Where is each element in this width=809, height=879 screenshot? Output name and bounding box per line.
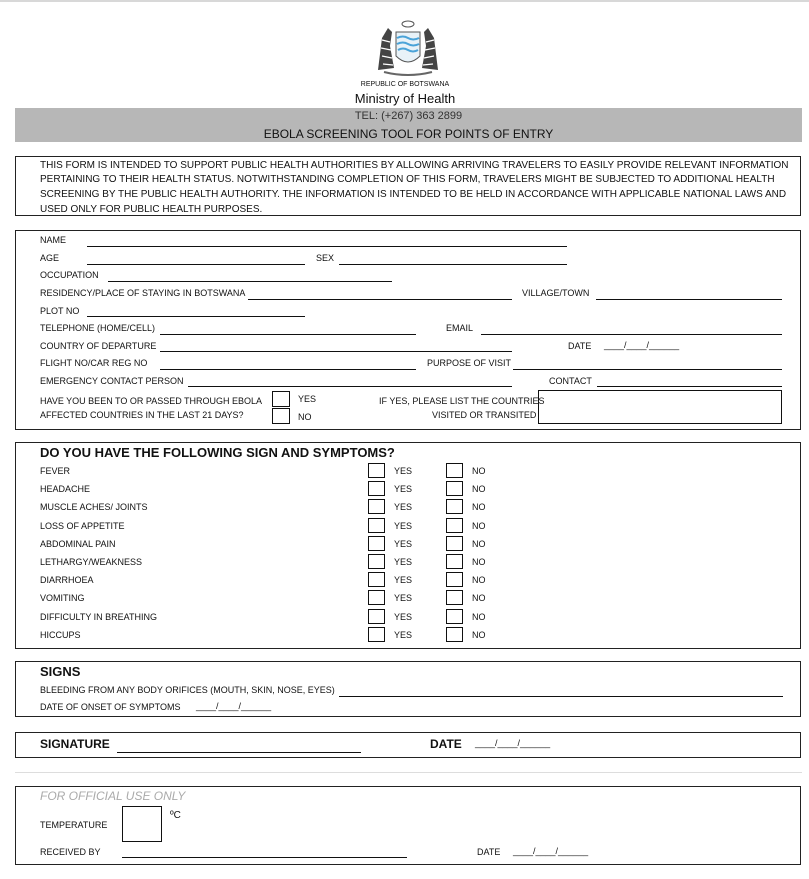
signature-box xyxy=(15,732,801,758)
symptom-label: HICCUPS xyxy=(40,630,81,640)
symptom-yes-label: YES xyxy=(394,539,413,549)
symptom-no-checkbox[interactable] xyxy=(446,536,463,551)
symptom-yes-checkbox[interactable] xyxy=(368,463,385,478)
contact-field[interactable] xyxy=(597,386,782,387)
official-use-heading: FOR OFFICIAL USE ONLY xyxy=(40,789,186,803)
symptom-no-label: NO xyxy=(472,630,486,640)
sex-field[interactable] xyxy=(339,264,567,265)
onset-label: DATE OF ONSET OF SYMPTOMS xyxy=(40,702,181,712)
symptom-yes-checkbox[interactable] xyxy=(368,554,385,569)
telephone-number: TEL: (+267) 363 2899 xyxy=(354,110,463,122)
purpose-field[interactable] xyxy=(513,369,782,370)
country-field[interactable] xyxy=(160,351,512,352)
signature-field[interactable] xyxy=(117,752,361,753)
symptom-label: HEADACHE xyxy=(40,484,91,494)
emergency-field[interactable] xyxy=(188,386,512,387)
symptom-yes-checkbox[interactable] xyxy=(368,627,385,642)
ebola-yes-label: YES xyxy=(298,394,317,404)
signature-date-label: DATE xyxy=(430,737,462,751)
symptom-yes-label: YES xyxy=(394,630,413,640)
age-label: AGE xyxy=(40,253,60,263)
onset-date-field[interactable]: ____/____/______ xyxy=(196,701,272,711)
symptom-no-label: NO xyxy=(472,502,486,512)
flight-label: FLIGHT NO/CAR REG NO xyxy=(40,358,148,368)
symptom-label: LETHARGY/WEAKNESS xyxy=(40,557,143,567)
crest-caption: REPUBLIC OF BOTSWANA xyxy=(360,81,450,88)
purpose-label: PURPOSE OF VISIT xyxy=(427,358,512,368)
ebola-no-checkbox[interactable] xyxy=(272,408,290,424)
symptom-no-checkbox[interactable] xyxy=(446,572,463,587)
occupation-label: OCCUPATION xyxy=(40,270,99,280)
residency-field[interactable] xyxy=(248,299,512,300)
divider xyxy=(15,772,802,773)
date-label: DATE xyxy=(568,341,592,351)
symptom-no-checkbox[interactable] xyxy=(446,627,463,642)
symptom-yes-checkbox[interactable] xyxy=(368,518,385,533)
symptom-no-checkbox[interactable] xyxy=(446,590,463,605)
symptom-no-label: NO xyxy=(472,593,486,603)
ebola-no-label: NO xyxy=(298,412,312,422)
form-title: EBOLA SCREENING TOOL FOR POINTS OF ENTRY xyxy=(263,127,554,141)
received-by-field[interactable] xyxy=(122,857,407,858)
symptom-no-label: NO xyxy=(472,557,486,567)
symptom-no-checkbox[interactable] xyxy=(446,518,463,533)
symptom-no-label: NO xyxy=(472,575,486,585)
symptom-no-label: NO xyxy=(472,539,486,549)
symptom-yes-label: YES xyxy=(394,612,413,622)
symptom-yes-label: YES xyxy=(394,521,413,531)
countries-question-line-2: VISITED OR TRANSITED xyxy=(432,410,537,420)
ebola-question-line-1: HAVE YOU BEEN TO OR PASSED THROUGH EBOLA xyxy=(40,396,263,406)
symptom-no-checkbox[interactable] xyxy=(446,463,463,478)
plot-label: PLOT NO xyxy=(40,306,80,316)
plot-field[interactable] xyxy=(87,316,305,317)
village-field[interactable] xyxy=(596,299,782,300)
emergency-label: EMERGENCY CONTACT PERSON xyxy=(40,376,184,386)
countries-question-line-1: IF YES, PLEASE LIST THE COUNTRIES xyxy=(379,396,545,406)
temperature-label: TEMPERATURE xyxy=(40,820,108,830)
symptom-yes-checkbox[interactable] xyxy=(368,499,385,514)
signs-heading: SIGNS xyxy=(40,664,81,679)
email-field[interactable] xyxy=(481,334,782,335)
intro-line-2: PERTAINING TO THEIR HEALTH STATUS. NOTWITHSTANDING COMPLETION OF THIS FORM, TRAVELERS MIGHT BE SUBJECTED TO ADDITIONAL HEALTH xyxy=(40,174,775,185)
coat-of-arms-icon xyxy=(370,18,446,80)
intro-line-3: SCREENING BY THE PUBLIC HEALTH AUTHORITY. THE INFORMATION IS INTENDED TO BE HELD IN ACCORDANCE WITH APPLICABLE NATIONAL LAWS AND xyxy=(40,189,787,200)
symptom-label: VOMITING xyxy=(40,593,85,603)
symptom-no-checkbox[interactable] xyxy=(446,609,463,624)
bleeding-label: BLEEDING FROM ANY BODY ORIFICES (MOUTH, SKIN, NOSE, EYES) xyxy=(40,685,335,695)
symptom-label: FEVER xyxy=(40,466,71,476)
telephone-label: TELEPHONE (HOME/CELL) xyxy=(40,323,156,333)
telephone-field[interactable] xyxy=(160,334,416,335)
age-field[interactable] xyxy=(87,264,305,265)
residency-label: RESIDENCY/PLACE OF STAYING IN BOTSWANA xyxy=(40,288,246,298)
symptom-no-label: NO xyxy=(472,466,486,476)
name-label: NAME xyxy=(40,235,67,245)
intro-line-4: USED ONLY FOR PUBLIC HEALTH PURPOSES. xyxy=(40,204,263,215)
symptom-yes-label: YES xyxy=(394,484,413,494)
countries-list-field[interactable] xyxy=(538,390,782,424)
temperature-field[interactable] xyxy=(122,806,162,842)
ministry-name: Ministry of Health xyxy=(354,91,456,106)
symptoms-heading: DO YOU HAVE THE FOLLOWING SIGN AND SYMPTOMS? xyxy=(40,445,395,460)
occupation-field[interactable] xyxy=(108,281,392,282)
contact-label: CONTACT xyxy=(549,376,592,386)
symptom-label: DIFFICULTY IN BREATHING xyxy=(40,612,158,622)
symptom-no-checkbox[interactable] xyxy=(446,554,463,569)
official-date-label: DATE xyxy=(477,847,501,857)
intro-line-1: THIS FORM IS INTENDED TO SUPPORT PUBLIC HEALTH AUTHORITIES BY ALLOWING ARRIVING TRAVELERS TO EASILY PROVIDE RELEVANT INFORMATION xyxy=(40,160,789,171)
temperature-unit: ºC xyxy=(170,810,181,821)
symptom-yes-label: YES xyxy=(394,502,413,512)
sex-label: SEX xyxy=(316,253,335,263)
symptom-no-label: NO xyxy=(472,521,486,531)
symptom-yes-checkbox[interactable] xyxy=(368,590,385,605)
email-label: EMAIL xyxy=(446,323,474,333)
symptom-label: LOSS OF APPETITE xyxy=(40,521,125,531)
symptom-no-label: NO xyxy=(472,612,486,622)
symptom-yes-checkbox[interactable] xyxy=(368,481,385,496)
village-label: VILLAGE/TOWN xyxy=(522,288,590,298)
bleeding-field[interactable] xyxy=(339,696,783,697)
signature-date-field[interactable]: ____/____/______ xyxy=(475,738,551,748)
symptom-yes-label: YES xyxy=(394,466,413,476)
ebola-yes-checkbox[interactable] xyxy=(272,391,290,407)
symptom-label: MUSCLE ACHES/ JOINTS xyxy=(40,502,148,512)
symptom-yes-checkbox[interactable] xyxy=(368,609,385,624)
symptom-yes-checkbox[interactable] xyxy=(368,572,385,587)
symptom-no-label: NO xyxy=(472,484,486,494)
departure-date-field[interactable]: ____/____/______ xyxy=(604,340,680,350)
name-field[interactable] xyxy=(87,246,567,247)
ebola-question-line-2: AFFECTED COUNTRIES IN THE LAST 21 DAYS? xyxy=(40,410,244,420)
symptom-yes-label: YES xyxy=(394,593,413,603)
symptom-label: DIARRHOEA xyxy=(40,575,94,585)
symptom-no-checkbox[interactable] xyxy=(446,481,463,496)
country-label: COUNTRY OF DEPARTURE xyxy=(40,341,157,351)
symptom-yes-checkbox[interactable] xyxy=(368,536,385,551)
symptom-yes-label: YES xyxy=(394,557,413,567)
flight-field[interactable] xyxy=(160,369,416,370)
official-date-field[interactable]: ____/____/______ xyxy=(513,846,589,856)
symptom-no-checkbox[interactable] xyxy=(446,499,463,514)
received-by-label: RECEIVED BY xyxy=(40,847,101,857)
signature-label: SIGNATURE xyxy=(40,737,110,751)
top-border xyxy=(0,0,809,2)
symptom-yes-label: YES xyxy=(394,575,413,585)
symptom-label: ABDOMINAL PAIN xyxy=(40,539,116,549)
